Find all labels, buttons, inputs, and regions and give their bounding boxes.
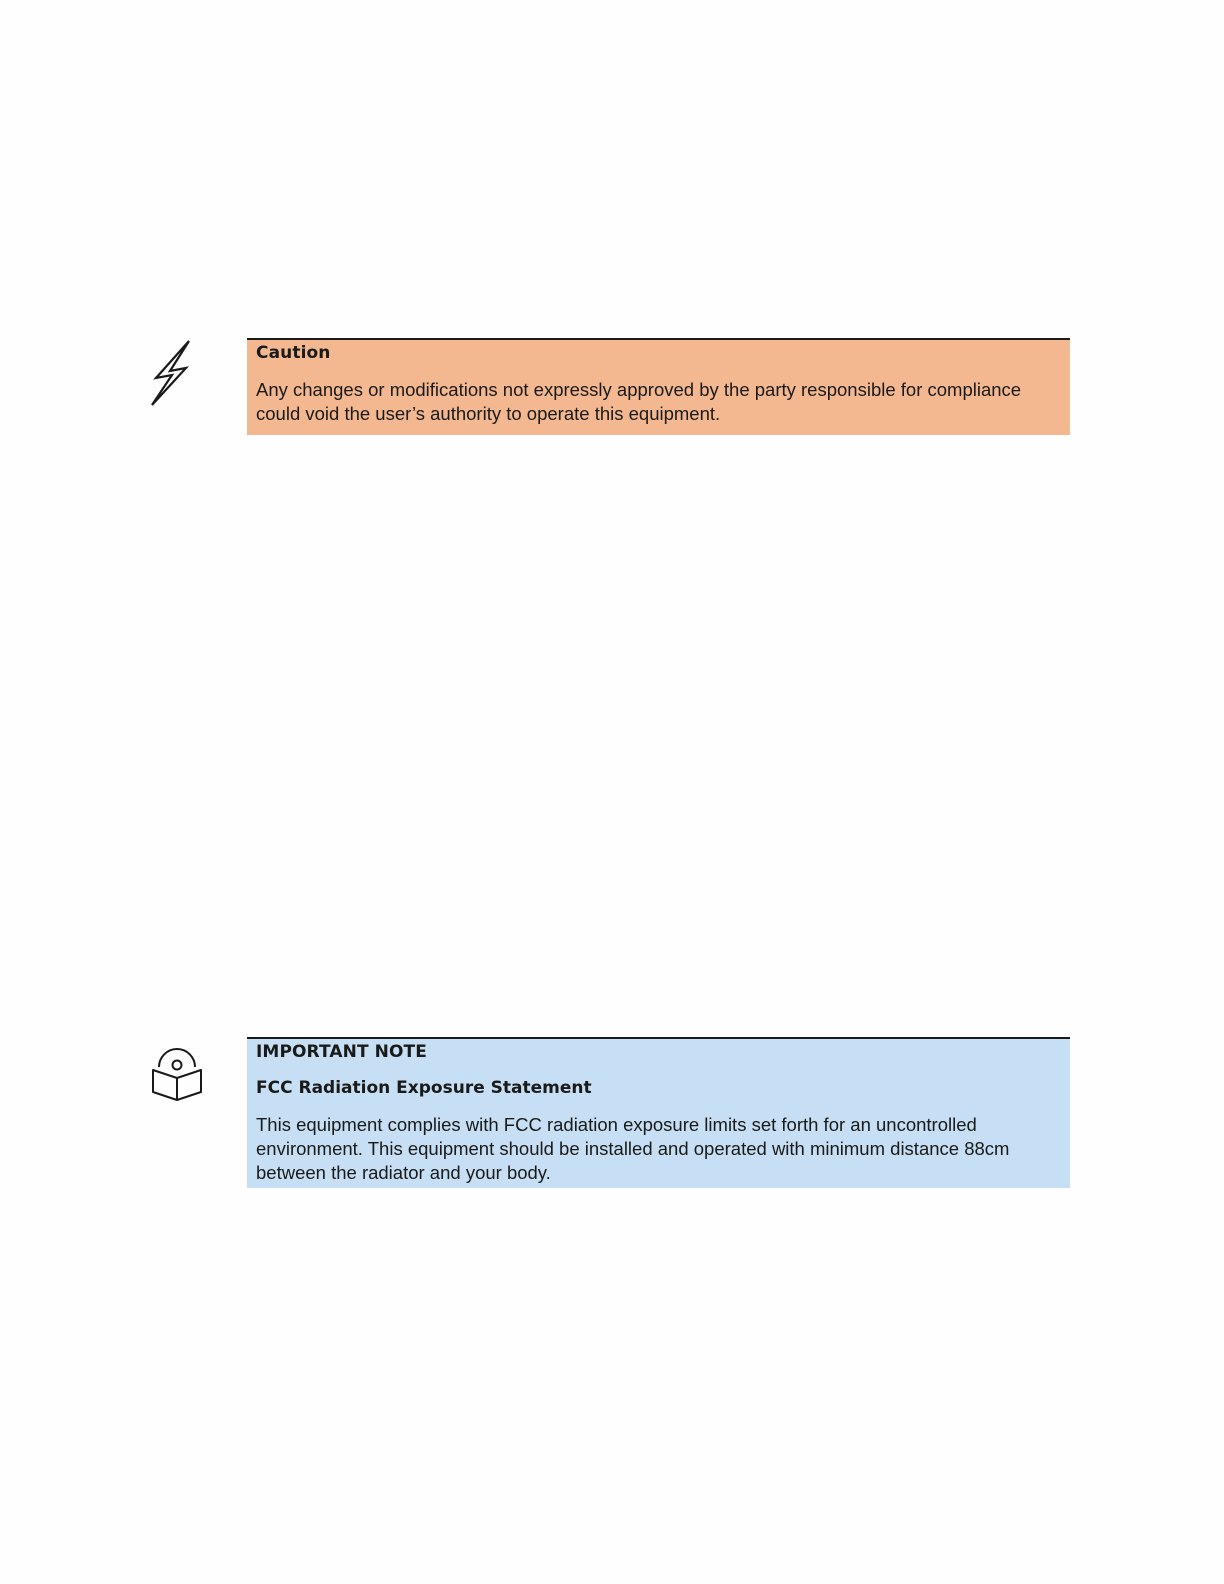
- caution-title: Caution: [256, 343, 331, 363]
- important-subtitle: FCC Radiation Exposure Statement: [256, 1078, 592, 1098]
- lightning-icon: [148, 338, 194, 408]
- important-title: IMPORTANT NOTE: [256, 1042, 427, 1062]
- important-note: [247, 1037, 1070, 1188]
- reading-person-icon: [150, 1043, 204, 1103]
- caution-notice: [247, 338, 1070, 435]
- important-body: This equipment complies with FCC radiation exposure limits set forth for an uncontrolled environment. This equipment should be installed and operated with minimum distance 88cm between the radiator and your body.: [256, 1114, 1010, 1183]
- caution-body: Any changes or modifications not expressly approved by the party responsible for compliance could void the user’s authority to operate this equipment.: [256, 379, 1022, 424]
